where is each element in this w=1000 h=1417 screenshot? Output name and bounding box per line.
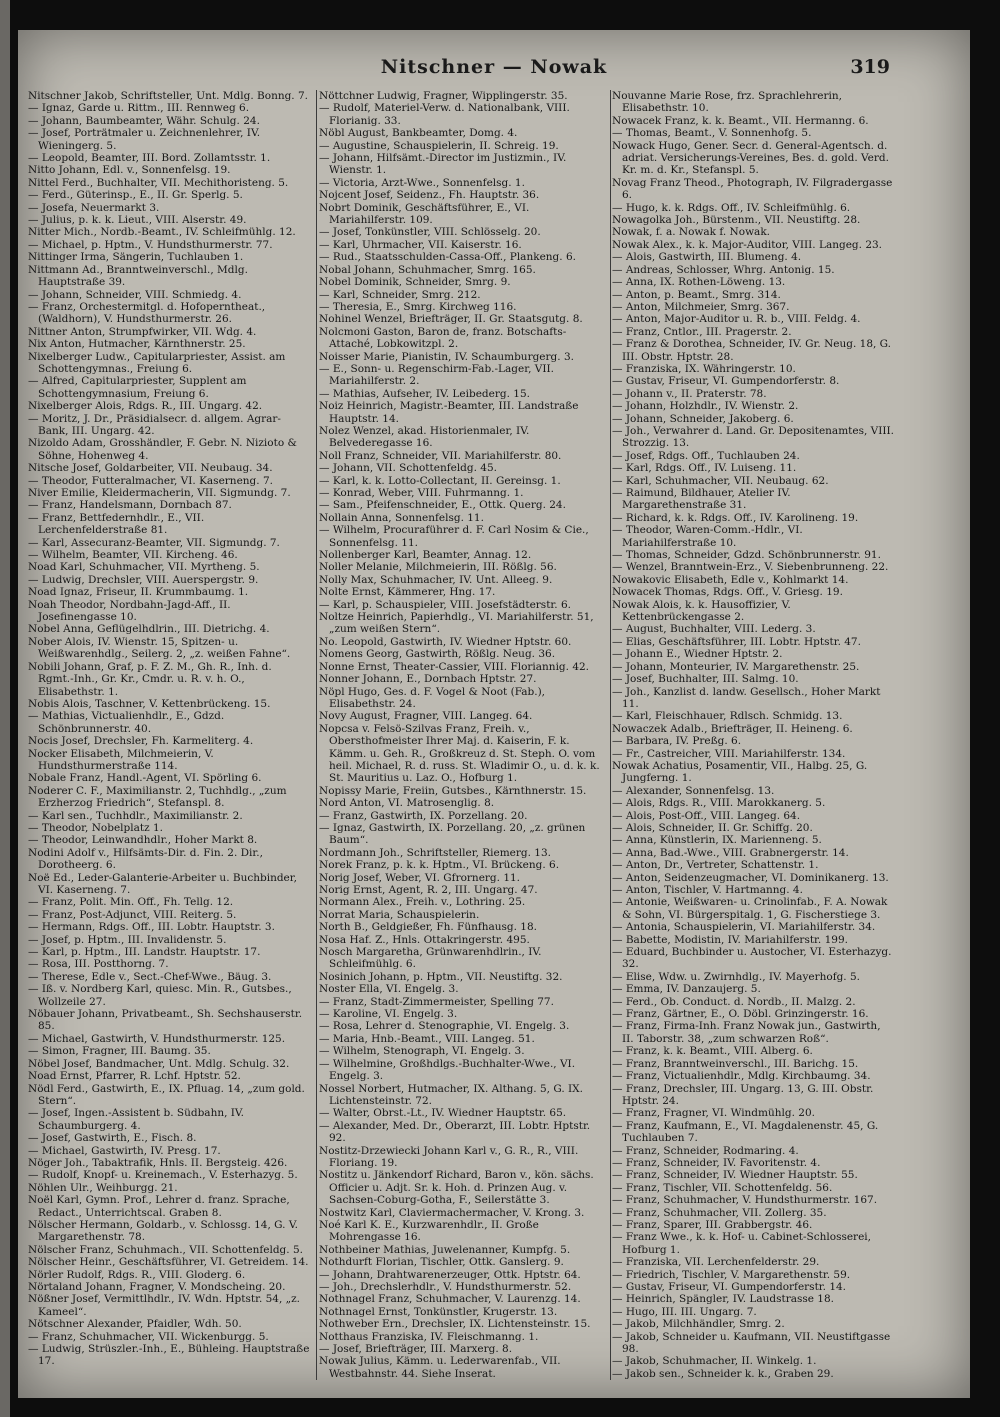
running-head-title: Nitschner — Nowak <box>380 56 608 78</box>
directory-entry: — Therese, Edle v., Sect.-Chef-Wwe., Bäug. 3. <box>28 970 272 983</box>
directory-entry: Nonne Ernst, Theater-Cassier, VIII. Floriannig. 42. <box>319 660 590 673</box>
directory-entry: North B., Geldgießer, Fh. Fünfhausg. 18. <box>319 921 538 934</box>
directory-entry: Nowak Alex., k. k. Major-Auditor, VIII. Langeg. 23. <box>612 238 883 251</box>
directory-entry: — Franz, Tischler, VII. Schottenfeldg. 56. <box>612 1181 833 1194</box>
directory-entry: Niver Emilie, Kleidermacherin, VII. Sigmundg. 7. <box>28 487 291 499</box>
directory-entry: Nosch Margaretha, Grünwarenhdlrin., IV. Schleifmühlg. 6. <box>319 946 542 971</box>
directory-entry: — Johann, Baumbeamter, Währ. Schulg. 24. <box>28 114 260 127</box>
directory-entry: — Rosa, III. Postthorng. 7. <box>28 958 169 971</box>
directory-entry: — Victoria, Arzt-Wwe., Sonnenfelsg. 1. <box>319 176 525 189</box>
directory-entry: — Theodor, Leinwandhdlr., Hoher Markt 8. <box>28 834 258 847</box>
directory-entry: Nittmann Ad., Branntweinverschl., Mdlg. Hauptstraße 39. <box>28 263 248 289</box>
directory-entry: — Franz, Drechsler, III. Ungarg. 13, G. III. Obstr. Hptstr. 24. <box>612 1082 874 1107</box>
directory-entry: — Elias, Geschäftsführer, III. Lobtr. Hptstr. 47. <box>612 635 861 648</box>
directory-entry: Nolez Wenzel, akad. Historienmaler, IV. Belvederegasse 16. <box>319 424 530 450</box>
directory-entry: — Julius, p. k. k. Lieut., VIII. Alserstr. 49. <box>28 214 247 227</box>
directory-entry: — Wilhelm, Stenograph, VI. Engelg. 3. <box>319 1045 525 1058</box>
directory-entry: Nobel Dominik, Schneider, Smrg. 9. <box>319 276 511 289</box>
directory-entry: — Karl, k. k. Lotto-Collectant, II. Gereinsg. 1. <box>319 474 561 487</box>
directory-entry: — Karl, Schneider, Smrg. 212. <box>319 288 481 301</box>
directory-columns <box>28 90 898 1390</box>
directory-entry: Nonner Johann, E., Dornbach Hptstr. 27. <box>319 673 537 686</box>
directory-entry: Nostwitz Karl, Claviermachermacher, V. Krong. 3. <box>319 1206 585 1219</box>
directory-entry: Nitto Johann, Edl. v., Sonnenfelsg. 19. <box>28 164 231 177</box>
directory-entry: — Franz, Sparer, III. Grabbergstr. 46. <box>612 1218 813 1231</box>
directory-entry: — Antonia, Schauspielerin, VI. Mariahilferstr. 34. <box>612 921 876 934</box>
directory-entry: — Josef, Ingen.-Assistent b. Südbahn, IV. Schaumburgerg. 4. <box>28 1107 244 1132</box>
directory-entry: Nörler Rudolf, Rdgs. R., VIII. Gloderg. 6. <box>28 1268 246 1281</box>
directory-entry: — Franz, Schneider, IV. Favoritenstr. 4. <box>612 1156 821 1169</box>
directory-entry: Nowaczek Adalb., Briefträger, II. Heineng. 6. <box>612 722 853 735</box>
directory-entry: Nostitz-Drzewiecki Johann Karl v., G. R., R., VIII. Floriang. 19. <box>319 1144 579 1169</box>
directory-entry: — Wenzel, Branntwein-Erz., V. Siebenbrunneng. 22. <box>612 561 889 574</box>
column-middle <box>319 90 601 1390</box>
directory-entry: — Karl, Schuhmacher, VII. Neubaug. 62. <box>612 474 829 487</box>
directory-entry: Nöbauer Johann, Privatbeamt., Sh. Sechshauserstr. 85. <box>28 1008 303 1033</box>
directory-entry: Noltze Heinrich, Papierhdlg., VI. Mariahilferstr. 51, „zum weißen Stern“. <box>319 611 594 636</box>
directory-entry: — Johann E., Wiedner Hptstr. 2. <box>612 648 783 661</box>
directory-entry: Nitschner Jakob, Schriftsteller, Unt. Mdlg. Bonng. 7. <box>28 90 309 102</box>
directory-entry: — Jakob, Milchhändler, Smrg. 2. <box>612 1318 785 1331</box>
directory-entry: — Josef, Buchhalter, III. Salmg. 10. <box>612 673 799 686</box>
directory-entry: Nopissy Marie, Freiin, Gutsbes., Kärnthnerstr. 15. <box>319 784 587 797</box>
directory-entry: Nowak Achatius, Posamentir, VII., Halbg. 25, G. Jungferng. 1. <box>612 759 868 785</box>
column-right <box>612 90 894 1390</box>
directory-entry: — Michael, Gastwirth, V. Hundsthurmerstr. 125. <box>28 1032 286 1045</box>
directory-entry: — Alois, Post-Off., VIII. Langeg. 64. <box>612 809 801 822</box>
directory-entry: — Ignaz, Garde u. Rittm., III. Rennweg 6. <box>28 102 250 115</box>
directory-entry: — Josef, p. Hptm., III. Invalidenstr. 5. <box>28 933 227 946</box>
directory-entry: — Karl, Uhrmacher, VII. Kaiserstr. 16. <box>319 238 522 251</box>
directory-entry: Noisser Marie, Pianistin, IV. Schaumburgerg. 3. <box>319 350 574 363</box>
directory-entry: — Heinrich, Spängler, IV. Laudstrasse 18. <box>612 1293 834 1306</box>
directory-entry: — Theresia, E., Smrg. Kirchweg 116. <box>319 300 517 313</box>
directory-entry: Nödl Ferd., Gastwirth, E., IX. Pfluag. 14, „zum gold. Stern“. <box>28 1082 305 1107</box>
directory-entry: — Wilhelm, Beamter, VII. Kircheng. 46. <box>28 549 238 562</box>
directory-entry: Nowak, f. a. Nowak f. Nowak. <box>612 226 771 239</box>
directory-entry: Nollenberger Karl, Beamter, Annag. 12. <box>319 549 532 562</box>
directory-entry: Nöger Joh., Tabaktrafik, Hnls. II. Bergsteig. 426. <box>28 1156 288 1169</box>
directory-entry: Nouvanne Marie Rose, frz. Sprachlehrerin, Elisabethstr. 10. <box>612 90 842 115</box>
directory-entry: — Joh., Drechslerhdlr., V. Hundsthurmerstr. 52. <box>319 1281 572 1293</box>
directory-entry: Noll Franz, Schneider, VII. Mariahilferstr. 80. <box>319 449 562 462</box>
directory-entry: Notthaus Franziska, IV. Fleischmanng. 1. <box>319 1330 539 1343</box>
directory-entry: — Franziska, VII. Lerchenfelderstr. 29. <box>612 1256 820 1269</box>
directory-entry: — Karl sen., Tuchhdlr., Maximilianstr. 2. <box>28 809 243 822</box>
directory-entry: Nöhlen Ulr., Weihburgg. 21. <box>28 1181 178 1194</box>
directory-entry: Norek Franz, p. k. k. Hptm., VI. Brückeng. 6. <box>319 859 560 872</box>
directory-entry: — Franz, Orchestermitgl. d. Hofoperntheat., (Waldhorn), V. Hundsthurmerstr. 26. <box>28 300 266 326</box>
directory-entry: Nothweber Ern., Drechsler, IX. Lichtensteinstr. 15. <box>319 1318 591 1331</box>
directory-entry: — Franz, Handelsmann, Dornbach 87. <box>28 499 232 512</box>
directory-entry: — Franz, Gastwirth, IX. Porzellang. 20. <box>319 809 528 822</box>
directory-entry: Nosinich Johann, p. Hptm., VII. Neustiftg. 32. <box>319 970 563 983</box>
directory-entry: — Franz, Stadt-Zimmermeister, Spelling 77. <box>319 995 554 1008</box>
directory-entry: Noad Ignaz, Friseur, II. Krummbaumg. 1. <box>28 586 249 599</box>
directory-entry: — Anton, Major-Auditor u. R. b., VIII. Feldg. 4. <box>612 313 861 326</box>
directory-entry: Nothnagel Franz, Schuhmacher, V. Laurenzg. 14. <box>319 1293 581 1306</box>
directory-entry: — Johann, Schneider, Jakoberg. 6. <box>612 412 794 425</box>
directory-entry: — Alexander, Sonnenfelsg. 13. <box>612 784 775 797</box>
directory-entry: Noiz Heinrich, Magistr.-Beamter, III. Landstraße Hauptstr. 14. <box>319 400 579 425</box>
directory-entry: Nix Anton, Hutmacher, Kärnthnerstr. 25. <box>28 338 246 351</box>
directory-entry: Nixelberger Alois, Rdgs. R., III. Ungarg. 42. <box>28 400 263 413</box>
directory-entry: — Franziska, IX. Währingerstr. 10. <box>612 362 796 375</box>
directory-entry: — Simon, Fragner, III. Baumg. 35. <box>28 1045 211 1058</box>
directory-entry: — Gustav, Friseur, VI. Gumpendorferstr. 14. <box>612 1281 847 1293</box>
directory-entry: — Rud., Staatsschulden-Cassa-Off., Plankeng. 6. <box>319 251 576 264</box>
directory-entry: Nojcent Josef, Seidenz., Fh. Hauptstr. 36. <box>319 189 540 202</box>
directory-entry: Noah Theodor, Nordbahn-Jagd-Aff., II. Josefinengasse 10. <box>28 598 231 624</box>
directory-entry: Noderer C. F., Maximilianstr. 2, Tuchhdlg., „zum Erzherzog Friedrich“, Stefanspl. 8. <box>28 784 287 810</box>
directory-entry: — Franz, Victualienhdlr., Mdlg. Kirchbaumg. 34. <box>612 1070 871 1083</box>
directory-entry: — Thomas, Beamt., V. Sonnenhofg. 5. <box>612 127 812 140</box>
directory-entry: — E., Sonn- u. Regenschirm-Fab.-Lager, VII. Mariahilferstr. 2. <box>319 362 554 388</box>
directory-entry: — Franz, Polit. Min. Off., Fh. Tellg. 12. <box>28 896 234 909</box>
directory-entry: — Anton, Milchmeier, Smrg. 367. <box>612 300 790 313</box>
directory-entry: Noë Ed., Leder-Galanterie-Arbeiter u. Buchbinder, VI. Kaserneng. 7. <box>28 871 297 896</box>
directory-entry: — Johann, Schneider, VIII. Schmiedg. 4. <box>28 288 242 301</box>
directory-entry: — Karl, p. Hptm., III. Landstr. Hauptstr. 17. <box>28 946 261 959</box>
directory-entry: — Josef, Gastwirth, E., Fisch. 8. <box>28 1132 197 1145</box>
directory-entry: — Rudolf, Materiel-Verw. d. Nationalbank, VIII. Florianig. 33. <box>319 102 570 127</box>
directory-entry: — Jakob, Schneider u. Kaufmann, VII. Neustiftgasse 98. <box>612 1330 891 1356</box>
directory-entry: Noad Ernst, Pfarrer, R. Lchf. Hptstr. 52. <box>28 1070 241 1083</box>
directory-entry: — Moritz, J. Dr., Präsidialsecr. d. allgem. Agrar-Bank, III. Ungarg. 42. <box>28 412 281 437</box>
directory-entry: Nocis Josef, Drechsler, Fh. Karmeliterg. 4. <box>28 735 254 748</box>
directory-entry: — Babette, Modistin, IV. Mariahilferstr. 199. <box>612 933 848 946</box>
directory-entry: Nowacek Thomas, Rdgs. Off., V. Griesg. 19. <box>612 586 843 599</box>
directory-entry: — Ferd., Güterinsp., E., II. Gr. Sperlg. 5. <box>28 189 243 202</box>
directory-entry: Nomens Georg, Gastwirth, Rößlg. Neug. 36. <box>319 648 556 661</box>
directory-entry: Norrat Maria, Schauspielerin. <box>319 908 480 921</box>
directory-entry: — Jakob sen., Schneider k. k., Graben 29. <box>612 1367 834 1380</box>
directory-entry: Nothdurft Florian, Tischler, Ottk. Ganslerg. 9. <box>319 1256 564 1269</box>
directory-entry: Nowacek Franz, k. k. Beamt., VII. Hermanng. 6. <box>612 114 869 127</box>
directory-entry: — Franz, Firma-Inh. Franz Nowak jun., Gastwirth, II. Taborstr. 38, „zum schwarzen Roß“. <box>612 1020 881 1045</box>
directory-entry: — Josef, Rdgs. Off., Tuchlauben 24. <box>612 449 800 462</box>
directory-entry: — Ferd., Ob. Conduct. d. Nordb., II. Malzg. 2. <box>612 995 856 1008</box>
directory-entry: Nöttchner Ludwig, Fragner, Wipplingerstr. 35. <box>319 90 568 102</box>
directory-entry: — Konrad, Weber, VIII. Fuhrmanng. 1. <box>319 487 524 499</box>
directory-entry: — Johann v., II. Praterstr. 78. <box>612 387 767 400</box>
directory-entry: — Anna, Bad.-Wwe., VIII. Grabnergerstr. 14. <box>612 846 849 859</box>
directory-entry: — Leopold, Beamter, III. Bord. Zollamtsstr. 1. <box>28 152 271 165</box>
directory-entry: — Friedrich, Tischler, V. Margarethenstr. 59. <box>612 1268 851 1281</box>
page-header <box>18 56 970 86</box>
directory-entry: — Johann, Drahtwarenerzeuger, Ottk. Hptstr. 64. <box>319 1268 581 1281</box>
directory-entry: — Wilhelmine, Großhdlgs.-Buchhalter-Wwe., VI. Engelg. 3. <box>319 1057 576 1083</box>
directory-entry: — Franz, k. k. Beamt., VIII. Alberg. 6. <box>612 1045 813 1058</box>
directory-entry: Nopcsa v. Felsö-Szilvas Franz, Freih. v., Obersthofmeister Ihrer Maj. d. Kaiserin, F. k. Kämm. u. Geh. R., Großkreuz d. St. Steph. O. vom heil. Michael, R. d. russ. St. Wladimir O., u. d. k. k. St. Mauritius u. Laz. O., Hofburg 1. <box>319 722 600 785</box>
directory-entry: Nolte Ernst, Kämmerer, Hng. 17. <box>319 586 496 599</box>
directory-entry: — Franz, Cntlor., III. Pragerstr. 2. <box>612 325 792 338</box>
directory-entry: Nobale Franz, Handl.-Agent, VI. Spörling 6. <box>28 772 262 785</box>
directory-page <box>18 30 970 1398</box>
directory-entry: — Mathias, Aufseher, IV. Leibederg. 15. <box>319 387 530 400</box>
directory-entry: — Richard, k. k. Rdgs. Off., IV. Karolineng. 19. <box>612 511 859 524</box>
directory-entry: Nölscher Franz, Schuhmach., VII. Schottenfeldg. 5. <box>28 1243 303 1256</box>
directory-entry: Nobili Johann, Graf, p. F. Z. M., Gh. R., Inh. d. Rgmt.-Inh., Gr. Kr., Cmdr. u. R. v. h. O., Elisabethstr. 1. <box>28 660 272 698</box>
directory-entry: Nixelberger Ludw., Capitularpriester, Assist. am Schottengymnas., Freiung 6. <box>28 350 286 375</box>
directory-entry: — Franz, Schuhmacher, VII. Zollerg. 35. <box>612 1206 827 1219</box>
directory-entry: — Johann, Monteurier, IV. Margarethenstr. 25. <box>612 660 860 673</box>
directory-entry: Nolcmoni Gaston, Baron de, franz. Botschafts-Attaché, Lobkowitzpl. 2. <box>319 325 567 351</box>
directory-entry: Nowak Julius, Kämm. u. Lederwarenfab., VII. Westbahnstr. 44. Siehe Inserat. <box>319 1355 561 1380</box>
directory-entry: — Karl, Assecuranz-Beamter, VII. Sigmundg. 7. <box>28 536 280 549</box>
directory-entry: Nowagolka Joh., Bürstenm., VII. Neustiftg. 28. <box>612 214 861 227</box>
directory-entry: Nohinel Wenzel, Briefträger, II. Gr. Staatsgutg. 8. <box>319 313 583 326</box>
directory-entry: Nötschner Alexander, Pfaidler, Wdh. 50. <box>28 1318 242 1331</box>
directory-entry: — Franz, Fragner, VI. Windmühlg. 20. <box>612 1107 815 1120</box>
directory-entry: — Karl, Rdgs. Off., IV. Luiseng. 11. <box>612 462 797 475</box>
directory-entry: Nothnagel Ernst, Tonkünstler, Krugerstr. 13. <box>319 1305 558 1318</box>
directory-entry: Nodini Adolf v., Hilfsämts-Dir. d. Fin. 2. Dir., Dorotheerg. 6. <box>28 846 263 872</box>
directory-entry: Normann Alex., Freih. v., Lothring. 25. <box>319 896 526 909</box>
directory-entry: — Eduard, Buchbinder u. Austocher, VI. Esterhazyg. 32. <box>612 946 892 971</box>
directory-entry: — Karl, p. Schauspieler, VIII. Josefstädterstr. 6. <box>319 598 571 611</box>
directory-entry: — Gustav, Friseur, VI. Gumpendorferstr. 8. <box>612 375 840 388</box>
directory-entry: Nöbl August, Bankbeamter, Domg. 4. <box>319 127 518 140</box>
directory-entry: — Emma, IV. Danzaujerg. 5. <box>612 983 761 996</box>
directory-entry: — Mathias, Victualienhdlr., E., Gdzd. Schönbrunnerstr. 40. <box>28 710 225 735</box>
directory-entry: Norig Josef, Weber, VI. Gfrornerg. 11. <box>319 871 521 884</box>
directory-entry: — Joh., Verwahrer d. Land. Gr. Depositenamtes, VIII. Strozzig. 13. <box>612 424 894 450</box>
directory-entry: — Anton, Dr., Vertreter, Schattenstr. 1. <box>612 859 819 872</box>
directory-entry: — Jakob, Schuhmacher, II. Winkelg. 1. <box>612 1355 817 1368</box>
directory-entry: — Michael, p. Hptm., V. Hundsthurmerstr. 77. <box>28 238 273 251</box>
directory-entry: — Rudolf, Knopf- u. Kreinemach., V. Esterhazyg. 5. <box>28 1169 298 1182</box>
directory-entry: — Karl, Fleischhauer, Rdlsch. Schmidg. 13. <box>612 710 843 723</box>
directory-entry: Nolly Max, Schuhmacher, IV. Unt. Alleeg. 9. <box>319 573 553 586</box>
directory-entry: Nittner Anton, Strumpfwirker, VII. Wdg. 4. <box>28 325 257 338</box>
directory-entry: Nosa Haf. Z., Hnls. Ottakringerstr. 495. <box>319 933 530 946</box>
directory-entry: — Johann, Holzhdlr., IV. Wienstr. 2. <box>612 400 799 413</box>
directory-entry: No. Leopold, Gastwirth, IV. Wiedner Hptstr. 60. <box>319 635 572 648</box>
directory-entry: Nörtaland Johann, Fragner, V. Mondscheing. 20. <box>28 1281 286 1293</box>
directory-entry: Nitter Mich., Nordb.-Beamt., IV. Schleifmühlg. 12. <box>28 226 296 239</box>
directory-entry: — Antonie, Weißwaren- u. Crinolinfab., F. A. Nowak & Sohn, VI. Bürgerspitalg. 1, G. Fischerstiege 3. <box>612 896 888 921</box>
directory-entry: — Johann, VII. Schottenfeldg. 45. <box>319 462 497 475</box>
directory-entry: Nocker Elisabeth, Milchmeierin, V. Hundsthurmerstraße 114. <box>28 747 214 772</box>
directory-entry: Noad Karl, Schuhmacher, VII. Myrtheng. 5. <box>28 561 260 574</box>
directory-entry: — Theodor, Nobelplatz 1. <box>28 821 163 834</box>
directory-entry: Noé Karl K. E., Kurzwarenhdlr., II. Große Mohrengasse 16. <box>319 1218 539 1244</box>
directory-entry: Nöbel Josef, Bandmacher, Unt. Mdlg. Schulg. 32. <box>28 1057 290 1070</box>
directory-entry: Novy August, Fragner, VIII. Langeg. 64. <box>319 710 533 723</box>
directory-entry: — Josefa, Neuermarkt 3. <box>28 201 160 214</box>
directory-entry: — Elise, Wdw. u. Zwirnhdlg., IV. Mayerhofg. 5. <box>612 970 860 983</box>
directory-entry: Nobal Johann, Schuhmacher, Smrg. 165. <box>319 263 536 276</box>
directory-entry: — Alois, Schneider, II. Gr. Schiffg. 20. <box>612 821 813 834</box>
directory-entry: Novag Franz Theod., Photograph, IV. Filgradergasse 6. <box>612 176 893 202</box>
directory-entry: — Ignaz, Gastwirth, IX. Porzellang. 20, „z. grünen Baum“. <box>319 821 586 847</box>
directory-entry: — Franz, Schuhmacher, V. Hundsthurmerstr. 167. <box>612 1194 878 1207</box>
directory-entry: — Maria, Hnb.-Beamt., VIII. Langeg. 51. <box>319 1032 535 1045</box>
directory-entry: Nittinger Irma, Sängerin, Tuchlauben 1. <box>28 251 244 264</box>
directory-entry: — Ludwig, Drechsler, VIII. Auerspergstr. 9. <box>28 573 259 586</box>
directory-entry: — Hugo, k. k. Rdgs. Off., IV. Schleifmühlg. 6. <box>612 201 851 214</box>
directory-entry: Nobrt Dominik, Geschäftsführer, E., VI. Mariahilferstr. 109. <box>319 201 530 227</box>
directory-entry: — Joh., Kanzlist d. landw. Gesellsch., Hoher Markt 11. <box>612 685 881 710</box>
directory-entry: — Hugo, III. III. Ungarg. 7. <box>612 1305 757 1318</box>
directory-entry: Nollain Anna, Sonnenfelsg. 11. <box>319 511 484 524</box>
directory-entry: Nostitz u. Jänkendorf Richard, Baron v., kön. sächs. Officier u. Adjt. Sr. k. Hoh. d. Prinzen Aug. v. Sachsen-Coburg-Gotha, F., Seilerstätte 3. <box>319 1169 594 1207</box>
directory-entry: Noster Ella, VI. Engelg. 3. <box>319 983 459 996</box>
directory-entry: Nowak Alois, k. k. Hausoffizier, V. Kettenbrückengasse 2. <box>612 598 791 624</box>
directory-entry: — Franz, Kaufmann, E., VI. Magdalenenstr. 45, G. Tuchlauben 7. <box>612 1119 879 1145</box>
directory-entry: Nothbeiner Mathias, Juwelenanner, Kumpfg. 5. <box>319 1243 571 1256</box>
directory-entry: Nizoldo Adam, Grosshändler, F. Gebr. N. Nizioto & Söhne, Hohenweg 4. <box>28 437 297 462</box>
directory-entry: — Wilhelm, Procuraführer d. F. Carl Nosim & Cie., Sonnenfelsg. 11. <box>319 524 589 549</box>
directory-entry: — Karoline, VI. Engelg. 3. <box>319 1008 458 1021</box>
directory-entry: — Alois, Gastwirth, III. Blumeng. 4. <box>612 251 802 264</box>
directory-entry: — Franz, Bettfedernhdlr., E., VII. Lerchenfelderstraße 81. <box>28 511 205 537</box>
directory-entry: Noël Karl, Gymn. Prof., Lehrer d. franz. Sprache, Redact., Unterrichtscal. Graben 8. <box>28 1194 290 1219</box>
directory-entry: — Alfred, Capitularpriester, Supplent am Schottengymnasium, Freiung 6. <box>28 375 247 400</box>
directory-entry: Nittel Ferd., Buchhalter, VII. Mechithoristeng. 5. <box>28 176 289 189</box>
directory-entry: Nöpl Hugo, Ges. d. F. Vogel & Noot (Fab.), Elisabethstr. 24. <box>319 685 546 710</box>
directory-entry: — Thomas, Schneider, Gdzd. Schönbrunnerstr. 91. <box>612 549 881 562</box>
directory-entry: Nölscher Heinr., Geschäftsführer, VI. Getreidem. 14. <box>28 1256 309 1269</box>
directory-entry: — Josef, Tonkünstler, VIII. Schlösselg. 20. <box>319 226 541 239</box>
directory-entry: — Ludwig, Strüszler.-Inh., E., Bühleing. Hauptstraße 17. <box>28 1343 310 1368</box>
directory-entry: — Franz & Dorothea, Schneider, IV. Gr. Neug. 18, G. III. Obstr. Hptstr. 28. <box>612 338 892 363</box>
directory-entry: — Franz, Schneider, IV. Wiedner Hauptstr. 55. <box>612 1169 858 1182</box>
directory-entry: Norig Ernst, Agent, R. 2, III. Ungarg. 47. <box>319 884 538 896</box>
directory-entry: — Anton, p. Beamt., Smrg. 314. <box>612 288 781 301</box>
directory-entry: — Barbara, IV. Preßg. 6. <box>612 735 742 748</box>
directory-entry: — Anna, Künstlerin, IX. Marienneng. 5. <box>612 834 822 847</box>
directory-entry: Nossel Norbert, Hutmacher, IX. Althang. 5, G. IX. Lichtensteinstr. 72. <box>319 1082 583 1107</box>
directory-entry: Nord Anton, VI. Matrosenglig. 8. <box>319 797 495 810</box>
directory-entry: Nobis Alois, Taschner, V. Kettenbrückeng. 15. <box>28 697 271 710</box>
directory-entry: — Josef, Porträtmaler u. Zeichnenlehrer, IV. Wieningerg. 5. <box>28 127 261 152</box>
directory-entry: — Franz, Branntweinverschl., III. Barichg. 15. <box>612 1057 859 1070</box>
directory-entry: — Franz, Post-Adjunct, VIII. Reiterg. 5. <box>28 908 237 921</box>
scan-edge-strip <box>0 0 10 1417</box>
directory-entry: — Alexander, Med. Dr., Oberarzt, III. Lobtr. Hptstr. 92. <box>319 1119 591 1145</box>
directory-entry: — Rosa, Lehrer d. Stenographie, VI. Engelg. 3. <box>319 1020 570 1033</box>
directory-entry: — Michael, Gastwirth, IV. Presg. 17. <box>28 1144 221 1157</box>
directory-entry: — Franz Wwe., k. k. Hof- u. Cabinet-Schlosserei, Hofburg 1. <box>612 1231 871 1256</box>
column-left <box>28 90 310 1390</box>
directory-entry: — Fr., Castreicher, VIII. Mariahilferstr. 134. <box>612 747 846 760</box>
directory-entry: — Hermann, Rdgs. Off., III. Lobtr. Hauptstr. 3. <box>28 921 275 934</box>
directory-entry: Nowakovic Elisabeth, Edle v., Kohlmarkt 14. <box>612 573 849 586</box>
directory-entry: Nobel Anna, Geflügelhdlrin., III. Dietrichg. 4. <box>28 623 270 636</box>
directory-entry: — Theodor, Futteralmacher, VI. Kaserneng. 7. <box>28 474 273 487</box>
directory-entry: — Theodor, Waren-Comm.-Hdlr., VI. Mariahilferstraße 10. <box>612 524 803 549</box>
page-number: 319 <box>850 56 890 78</box>
directory-entry: Nowack Hugo, Gener. Secr. d. General-Agentsch. d. adriat. Versicherungs-Vereines, Bes. d. gold. Verd. Kr. m. d. Kr., Stefanspl. 5. <box>612 139 889 177</box>
directory-entry: — Walter, Obrst.-Lt., IV. Wiedner Hauptstr. 65. <box>319 1107 567 1120</box>
directory-entry: Nitsche Josef, Goldarbeiter, VII. Neubaug. 34. <box>28 462 273 475</box>
directory-entry: — Anton, Seidenzeugmacher, VI. Dominikanerg. 13. <box>612 871 889 884</box>
directory-entry: Nößner Josef, Vermittlhdlr., IV. Wdn. Hptstr. 54, „z. Kameel“. <box>28 1293 300 1318</box>
directory-entry: — August, Buchhalter, VIII. Lederg. 3. <box>612 623 816 636</box>
directory-entry: — Franz, Schuhmacher, VII. Wickenburgg. 5. <box>28 1330 269 1343</box>
directory-entry: Nober Alois, IV. Wienstr. 15, Spitzen- u. Weißwarenhdlg., Seilerg. 2, „z. weißen Fahne“. <box>28 635 291 661</box>
directory-entry: — Anton, Tischler, V. Hartmanng. 4. <box>612 884 803 896</box>
directory-entry: — Alois, Rdgs. R., VIII. Marokkanerg. 5. <box>612 797 826 810</box>
directory-entry: — Franz, Schneider, Rodmaring. 4. <box>612 1144 799 1157</box>
directory-entry: — Sam., Pfeifenschneider, E., Ottk. Querg. 24. <box>319 499 566 512</box>
directory-entry: — Augustine, Schauspielerin, II. Schreig. 19. <box>319 139 559 152</box>
directory-entry: — Josef, Briefträger, III. Marxerg. 8. <box>319 1343 513 1356</box>
directory-entry: — Iß. v. Nordberg Karl, quiesc. Min. R., Gutsbes., Wollzeile 27. <box>28 983 292 1008</box>
directory-entry: — Raimund, Bildhauer, Atelier IV. Margarethenstraße 31. <box>612 487 791 512</box>
directory-entry: — Franz, Gärtner, E., O. Döbl. Grinzingerstr. 16. <box>612 1008 869 1021</box>
directory-entry: — Johann, Hilfsämt.-Director im Justizmin., IV. Wienstr. 1. <box>319 152 567 177</box>
directory-entry: — Anna, IX. Rothen-Löweng. 13. <box>612 276 786 289</box>
directory-entry: Nordmann Joh., Schriftsteller, Riemerg. 13. <box>319 846 552 859</box>
directory-entry: Nölscher Hermann, Goldarb., v. Schlossg. 14, G. V. Margarethenstr. 78. <box>28 1218 298 1244</box>
directory-entry: — Andreas, Schlosser, Whrg. Antonig. 15. <box>612 263 835 276</box>
directory-entry: Noller Melanie, Milchmeierin, III. Rößlg. 56. <box>319 561 557 574</box>
